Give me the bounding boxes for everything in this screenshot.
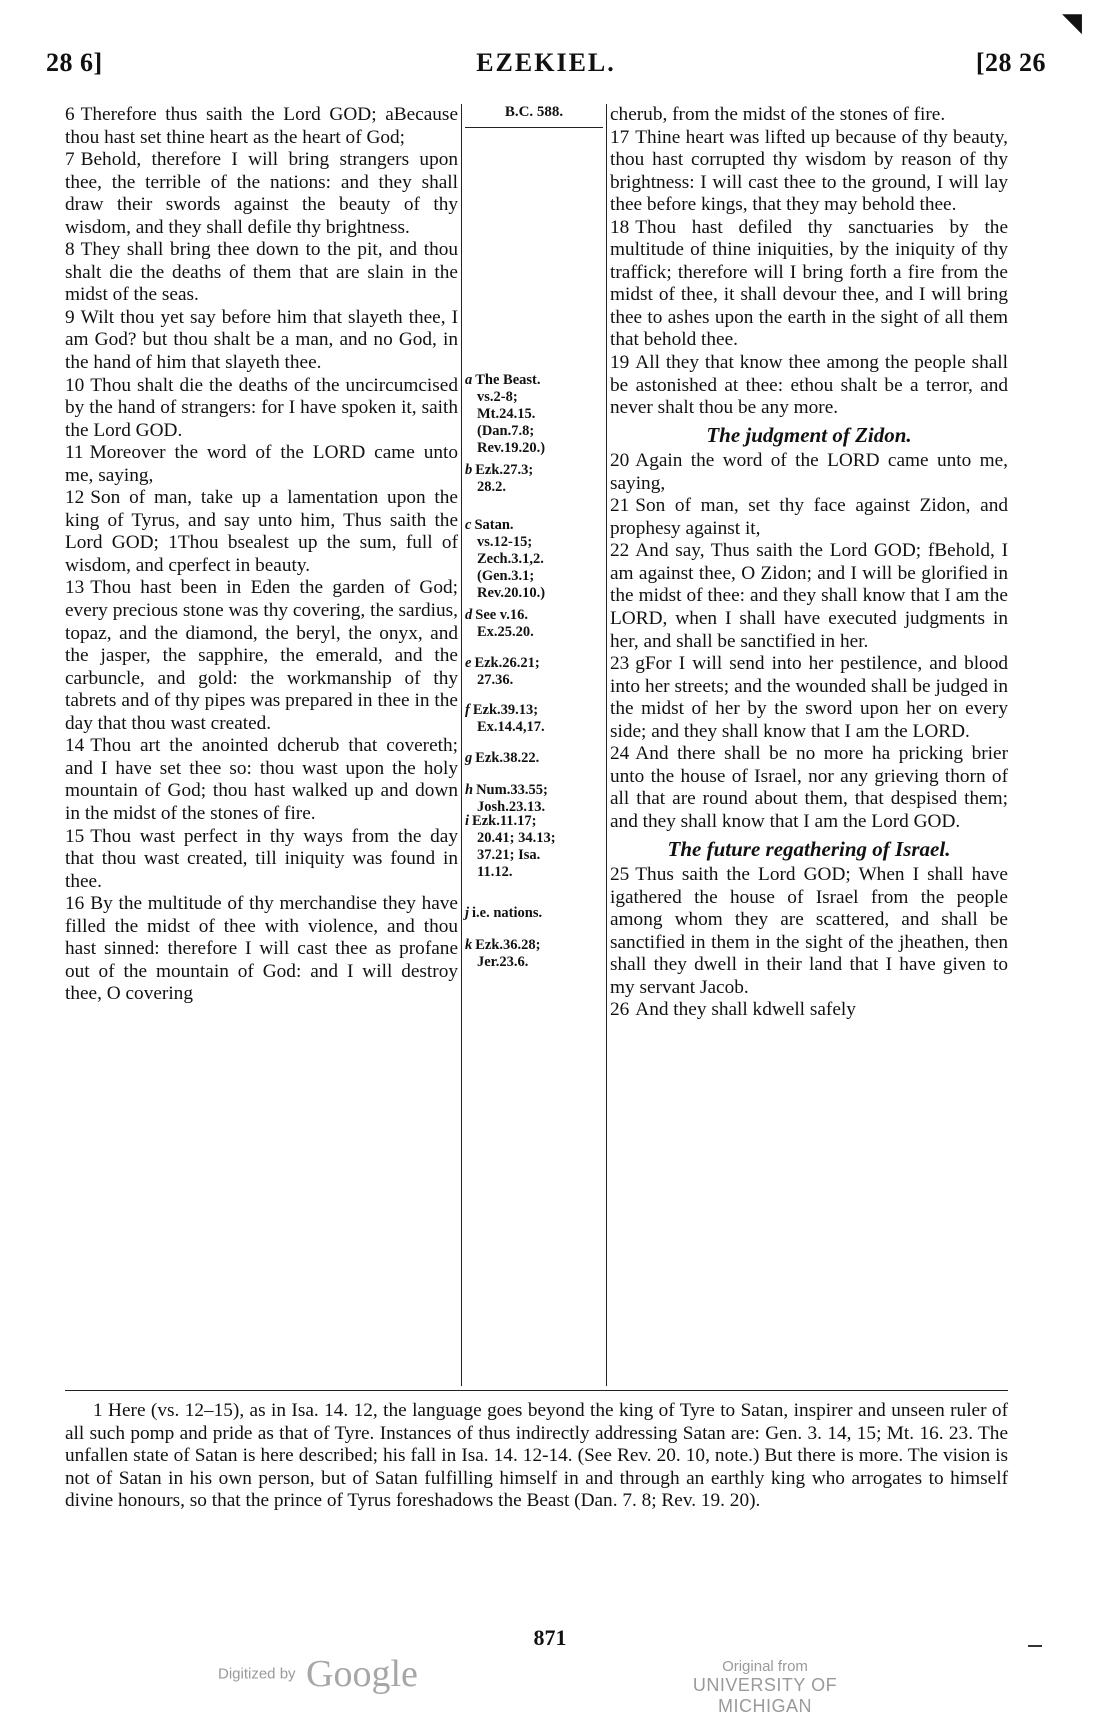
reference-text: Ezk.26.21; bbox=[474, 655, 540, 671]
verse bbox=[610, 104, 1008, 127]
verse-number: 25 bbox=[610, 864, 630, 886]
cross-reference-line bbox=[465, 551, 603, 568]
verse-number: 17 bbox=[610, 126, 630, 148]
cross-reference-line bbox=[465, 624, 603, 641]
verse-number: 19 bbox=[610, 352, 630, 374]
verse-text: Thou hast defiled thy sanctuaries by the multitude of thine iniquities, by the iniquity of thy traffick; therefore will I bring forth a fire from the midst of thee, it shall devour thee, and I will bring thee to ashes upon the earth in the sight of all them that behold thee. bbox=[610, 216, 1008, 351]
reference-text: (Gen.3.1; bbox=[477, 568, 535, 584]
original-from-label: Original from bbox=[722, 1658, 808, 1675]
cross-reference-line bbox=[465, 672, 603, 689]
verse bbox=[65, 487, 458, 577]
verse-text: All they that know thee among the people shall be astonished at thee: ethou shalt be a terror, and never shalt thou be any more. bbox=[610, 352, 1008, 419]
original-from-watermark bbox=[650, 1658, 880, 1717]
reference-text: Ezk.27.3; bbox=[475, 462, 534, 478]
reference-text: Rev.19.20.) bbox=[477, 440, 546, 456]
column-rule-right bbox=[606, 104, 607, 1386]
verse bbox=[65, 307, 458, 375]
verse-number: 11 bbox=[65, 442, 84, 464]
reference-letter: b bbox=[465, 462, 473, 478]
cross-reference-line bbox=[465, 655, 603, 672]
verse bbox=[65, 826, 458, 894]
reference-text: 27.36. bbox=[477, 672, 514, 688]
column-rule-left bbox=[461, 104, 462, 1386]
verse-number: 22 bbox=[610, 540, 630, 562]
reference-letter: h bbox=[465, 782, 474, 798]
cross-reference-line bbox=[465, 830, 603, 847]
verse bbox=[65, 577, 458, 735]
reference-letter: d bbox=[465, 607, 473, 623]
verse-text: Son of man, take up a lamentation upon the king of Tyrus, and say unto him, Thus saith the Lord GOD; 1Thou bsealest up the sum, full of wisdom, and cperfect in beauty. bbox=[65, 487, 458, 576]
cross-reference-line bbox=[465, 406, 603, 423]
reference-text: Num.33.55; bbox=[476, 782, 548, 798]
verse-number: 16 bbox=[65, 893, 85, 915]
verse bbox=[65, 442, 458, 487]
reference-letter: j bbox=[465, 905, 470, 921]
cross-reference-line bbox=[465, 423, 603, 440]
verse-text: cherub, from the midst of the stones of fire. bbox=[610, 104, 946, 125]
cross-reference-line bbox=[465, 462, 603, 479]
reference-text: i.e. nations. bbox=[472, 905, 543, 921]
right-column bbox=[610, 104, 1008, 1022]
reference-text: Satan. bbox=[474, 517, 514, 533]
reference-text: 20.41; 34.13; bbox=[477, 830, 556, 846]
cross-reference-line bbox=[465, 750, 603, 767]
verse bbox=[65, 149, 458, 239]
cross-reference-line bbox=[465, 954, 603, 971]
reference-text: Rev.20.10.) bbox=[477, 585, 546, 601]
verse-number: 21 bbox=[610, 495, 630, 517]
corner-mark: ◥ bbox=[1062, 8, 1082, 37]
verse-text: And there shall be no more ha pricking brier unto the house of Israel, nor any grieving thorn of all that are round about them, that despised them; and they shall know that I am the Lord GOD. bbox=[610, 743, 1008, 832]
section-heading: The future regathering of Israel. bbox=[667, 836, 951, 861]
verse bbox=[610, 743, 1008, 833]
cross-reference bbox=[465, 372, 603, 457]
verse bbox=[65, 375, 458, 443]
verse bbox=[610, 864, 1008, 999]
verse-number: 12 bbox=[65, 487, 85, 509]
reference-text: Ezk.39.13; bbox=[472, 702, 539, 718]
footnote: 1 Here (vs. 12–15), as in Isa. 14. 12, the language goes beyond the king of Tyre to Satan, inspirer and unseen ruler of all such pomp and pride as that of Tyre. Instances of thus indirectly addressing Satan are: Gen. 3. 14, 15; Mt. 16. 23. The unfallen state of Satan is here described; his fall in Isa. 14. 12-14. (See Rev. 20. 10, note.) But there is more. The vision is not of Satan in his own person, but of Satan fulfilling himself in and through an earthly king who arrogates to himself divine honours, so that the prince of Tyrus foreshadows the Beast (Dan. 7. 8; Rev. 19. 20). bbox=[65, 1400, 1008, 1511]
edge-mark bbox=[1028, 1645, 1042, 1647]
verse-text: Moreover the word of the LORD came unto me, saying, bbox=[65, 442, 458, 486]
verse-number: 24 bbox=[610, 743, 630, 765]
verse bbox=[610, 999, 1008, 1022]
reference-margin bbox=[465, 104, 603, 970]
verse-text: Thou art the anointed dcherub that covereth; and I have set thee so: thou wast upon the holy mountain of God; thou hast walked up and down in the midst of the stones of fire. bbox=[65, 735, 458, 824]
verse bbox=[610, 127, 1008, 217]
footnote-divider bbox=[65, 1390, 1008, 1391]
verse-text: Thine heart was lifted up because of thy beauty, thou hast corrupted thy wisdom by reason of thy brightness: I will cast thee to the ground, I will lay thee before kings, that they may behold thee. bbox=[610, 126, 1008, 216]
digitized-by-watermark bbox=[218, 1652, 418, 1696]
cross-reference-line bbox=[465, 372, 603, 389]
cross-reference bbox=[465, 655, 603, 689]
verse-text: Again the word of the LORD came unto me, saying, bbox=[610, 450, 1008, 494]
verse bbox=[65, 893, 458, 1006]
reference-text: Ezk.38.22. bbox=[475, 750, 540, 766]
cross-reference-line bbox=[465, 585, 603, 602]
verse-number: 10 bbox=[65, 374, 85, 396]
verse-number: 20 bbox=[610, 450, 630, 472]
cross-reference-line bbox=[465, 813, 603, 830]
reference-text: Josh.23.13. bbox=[477, 799, 546, 815]
cross-reference bbox=[465, 937, 603, 971]
cross-reference bbox=[465, 462, 603, 496]
verse bbox=[65, 239, 458, 307]
digitized-by-label: Digitized by bbox=[218, 1665, 296, 1683]
verse bbox=[65, 735, 458, 825]
reference-letter: c bbox=[465, 517, 472, 533]
verse-number: 15 bbox=[65, 825, 85, 847]
verse-number: 9 bbox=[65, 306, 75, 328]
reference-text: The Beast. bbox=[475, 372, 541, 388]
verse-text: gFor I will send into her pestilence, and blood into her streets; and the wounded shall be judged in the midst of her by the sword upon her on every side; and they shall know that I am the LORD. bbox=[610, 653, 1008, 742]
verse bbox=[610, 495, 1008, 540]
cross-reference bbox=[465, 750, 603, 767]
reference-text: Zech.3.1,2. bbox=[477, 551, 544, 567]
reference-letter: i bbox=[465, 813, 470, 829]
cross-reference bbox=[465, 813, 603, 881]
reference-text: 37.21; Isa. bbox=[477, 847, 541, 863]
verse-number: 26 bbox=[610, 999, 630, 1021]
running-header bbox=[46, 48, 1046, 84]
reference-letter: k bbox=[465, 937, 473, 953]
reference-text: (Dan.7.8; bbox=[477, 423, 535, 439]
header-right: [28 26 bbox=[975, 48, 1046, 77]
left-column bbox=[65, 104, 458, 1006]
cross-reference bbox=[465, 702, 603, 736]
verse-number: 8 bbox=[65, 239, 75, 261]
verse-number: 14 bbox=[65, 735, 85, 757]
verse-text: Son of man, set thy face against Zidon, and prophesy against it, bbox=[610, 495, 1008, 539]
cross-reference-line bbox=[465, 389, 603, 406]
cross-reference-line bbox=[465, 864, 603, 881]
verse-text: And say, Thus saith the Lord GOD; fBehold, I am against thee, O Zidon; and I will be glorified in the midst of thee: and they shall know that I am the LORD, when I shall have executed judgments in her, and shall be sanctified in her. bbox=[610, 540, 1008, 652]
reference-text: 28.2. bbox=[477, 479, 506, 495]
cross-reference-line bbox=[465, 702, 603, 719]
google-logo: Google bbox=[306, 1653, 418, 1695]
book-title: EZEKIEL. bbox=[476, 48, 616, 77]
reference-letter: f bbox=[465, 702, 470, 718]
reference-text: Jer.23.6. bbox=[477, 954, 529, 970]
verse-number: 7 bbox=[65, 149, 75, 171]
verse-number: 18 bbox=[610, 216, 630, 238]
verse bbox=[65, 104, 458, 149]
date-label: B.C. 588. bbox=[465, 104, 603, 128]
cross-reference-line bbox=[465, 847, 603, 864]
verse bbox=[610, 540, 1008, 653]
reference-letter: a bbox=[465, 372, 473, 388]
verse-text: And they shall kdwell safely bbox=[635, 999, 856, 1021]
verse-text: They shall bring thee down to the pit, and thou shalt die the deaths of them that are slain in the midst of the seas. bbox=[65, 239, 458, 306]
reference-letter: e bbox=[465, 655, 472, 671]
verse-text: Thou hast been in Eden the garden of God; every precious stone was thy covering, the sardius, topaz, and the diamond, the beryl, the onyx, and the jasper, the sapphire, the emerald, and the carbuncle, and gold: the workmanship of thy tabrets and of thy pipes was prepared in thee in the day that thou wast created. bbox=[65, 577, 458, 734]
reference-text: Ex.25.20. bbox=[477, 624, 534, 640]
cross-reference-line bbox=[465, 905, 603, 922]
verse-text: Wilt thou yet say before him that slayeth thee, I am God? but thou shalt be a man, and no God, in the hand of him that slayeth thee. bbox=[65, 306, 458, 374]
verse-text: By the multitude of thy merchandise they have filled the midst of thee with violence, and thou hast sinned: therefore I will cast thee as profane out of the mountain of God: and I will destroy thee, O covering bbox=[65, 893, 458, 1005]
university-label: UNIVERSITY OF MICHIGAN bbox=[692, 1675, 838, 1716]
reference-text: 11.12. bbox=[477, 864, 513, 880]
cross-reference-line bbox=[465, 782, 603, 799]
cross-reference bbox=[465, 517, 603, 602]
cross-reference-line bbox=[465, 607, 603, 624]
reference-text: See v.16. bbox=[475, 607, 529, 623]
verse bbox=[610, 450, 1008, 495]
section-heading: The judgment of Zidon. bbox=[706, 422, 912, 447]
verse bbox=[610, 217, 1008, 352]
header-left: 28 6] bbox=[46, 48, 103, 77]
verse-text: Behold, therefore I will bring strangers upon thee, the terrible of the nations: and they shall draw their swords against the beauty of thy wisdom, and they shall defile thy brightness. bbox=[65, 149, 458, 238]
reference-letter: g bbox=[465, 750, 473, 766]
verse bbox=[610, 352, 1008, 420]
cross-reference-line bbox=[465, 719, 603, 736]
cross-reference bbox=[465, 607, 603, 641]
cross-reference-line bbox=[465, 937, 603, 954]
verse-text: Therefore thus saith the Lord GOD; aBecause thou hast set thine heart as the heart of God; bbox=[65, 104, 458, 148]
reference-text: Mt.24.15. bbox=[477, 406, 536, 422]
cross-reference-line bbox=[465, 479, 603, 496]
verse-text: Thus saith the Lord GOD; When I shall have igathered the house of Israel from the people among whom they are scattered, and shall be sanctified in them in the sight of the jheathen, then shall they dwell in their land that I have given to my servant Jacob. bbox=[610, 864, 1008, 998]
cross-reference-line bbox=[465, 517, 603, 534]
verse-number: 13 bbox=[65, 577, 85, 599]
verse bbox=[610, 653, 1008, 743]
cross-reference-line bbox=[465, 534, 603, 551]
cross-reference-line bbox=[465, 440, 603, 457]
verse-number: 6 bbox=[65, 104, 75, 125]
verse-text: Thou shalt die the deaths of the uncircumcised by the hand of strangers: for I have spoken it, saith the Lord GOD. bbox=[65, 374, 458, 441]
cross-reference-line bbox=[465, 568, 603, 585]
reference-text: Ezk.36.28; bbox=[475, 937, 541, 953]
cross-reference bbox=[465, 782, 603, 816]
verse-number: 23 bbox=[610, 653, 630, 675]
reference-text: Ezk.11.17; bbox=[472, 813, 537, 829]
reference-text: vs.12-15; bbox=[477, 534, 533, 550]
verse-text: Thou wast perfect in thy ways from the day that thou wast created, till iniquity was found in thee. bbox=[65, 825, 458, 892]
page-number: 871 bbox=[533, 1625, 567, 1650]
reference-text: Ex.14.4,17. bbox=[477, 719, 545, 735]
cross-reference bbox=[465, 905, 603, 922]
reference-text: vs.2-8; bbox=[477, 389, 518, 405]
